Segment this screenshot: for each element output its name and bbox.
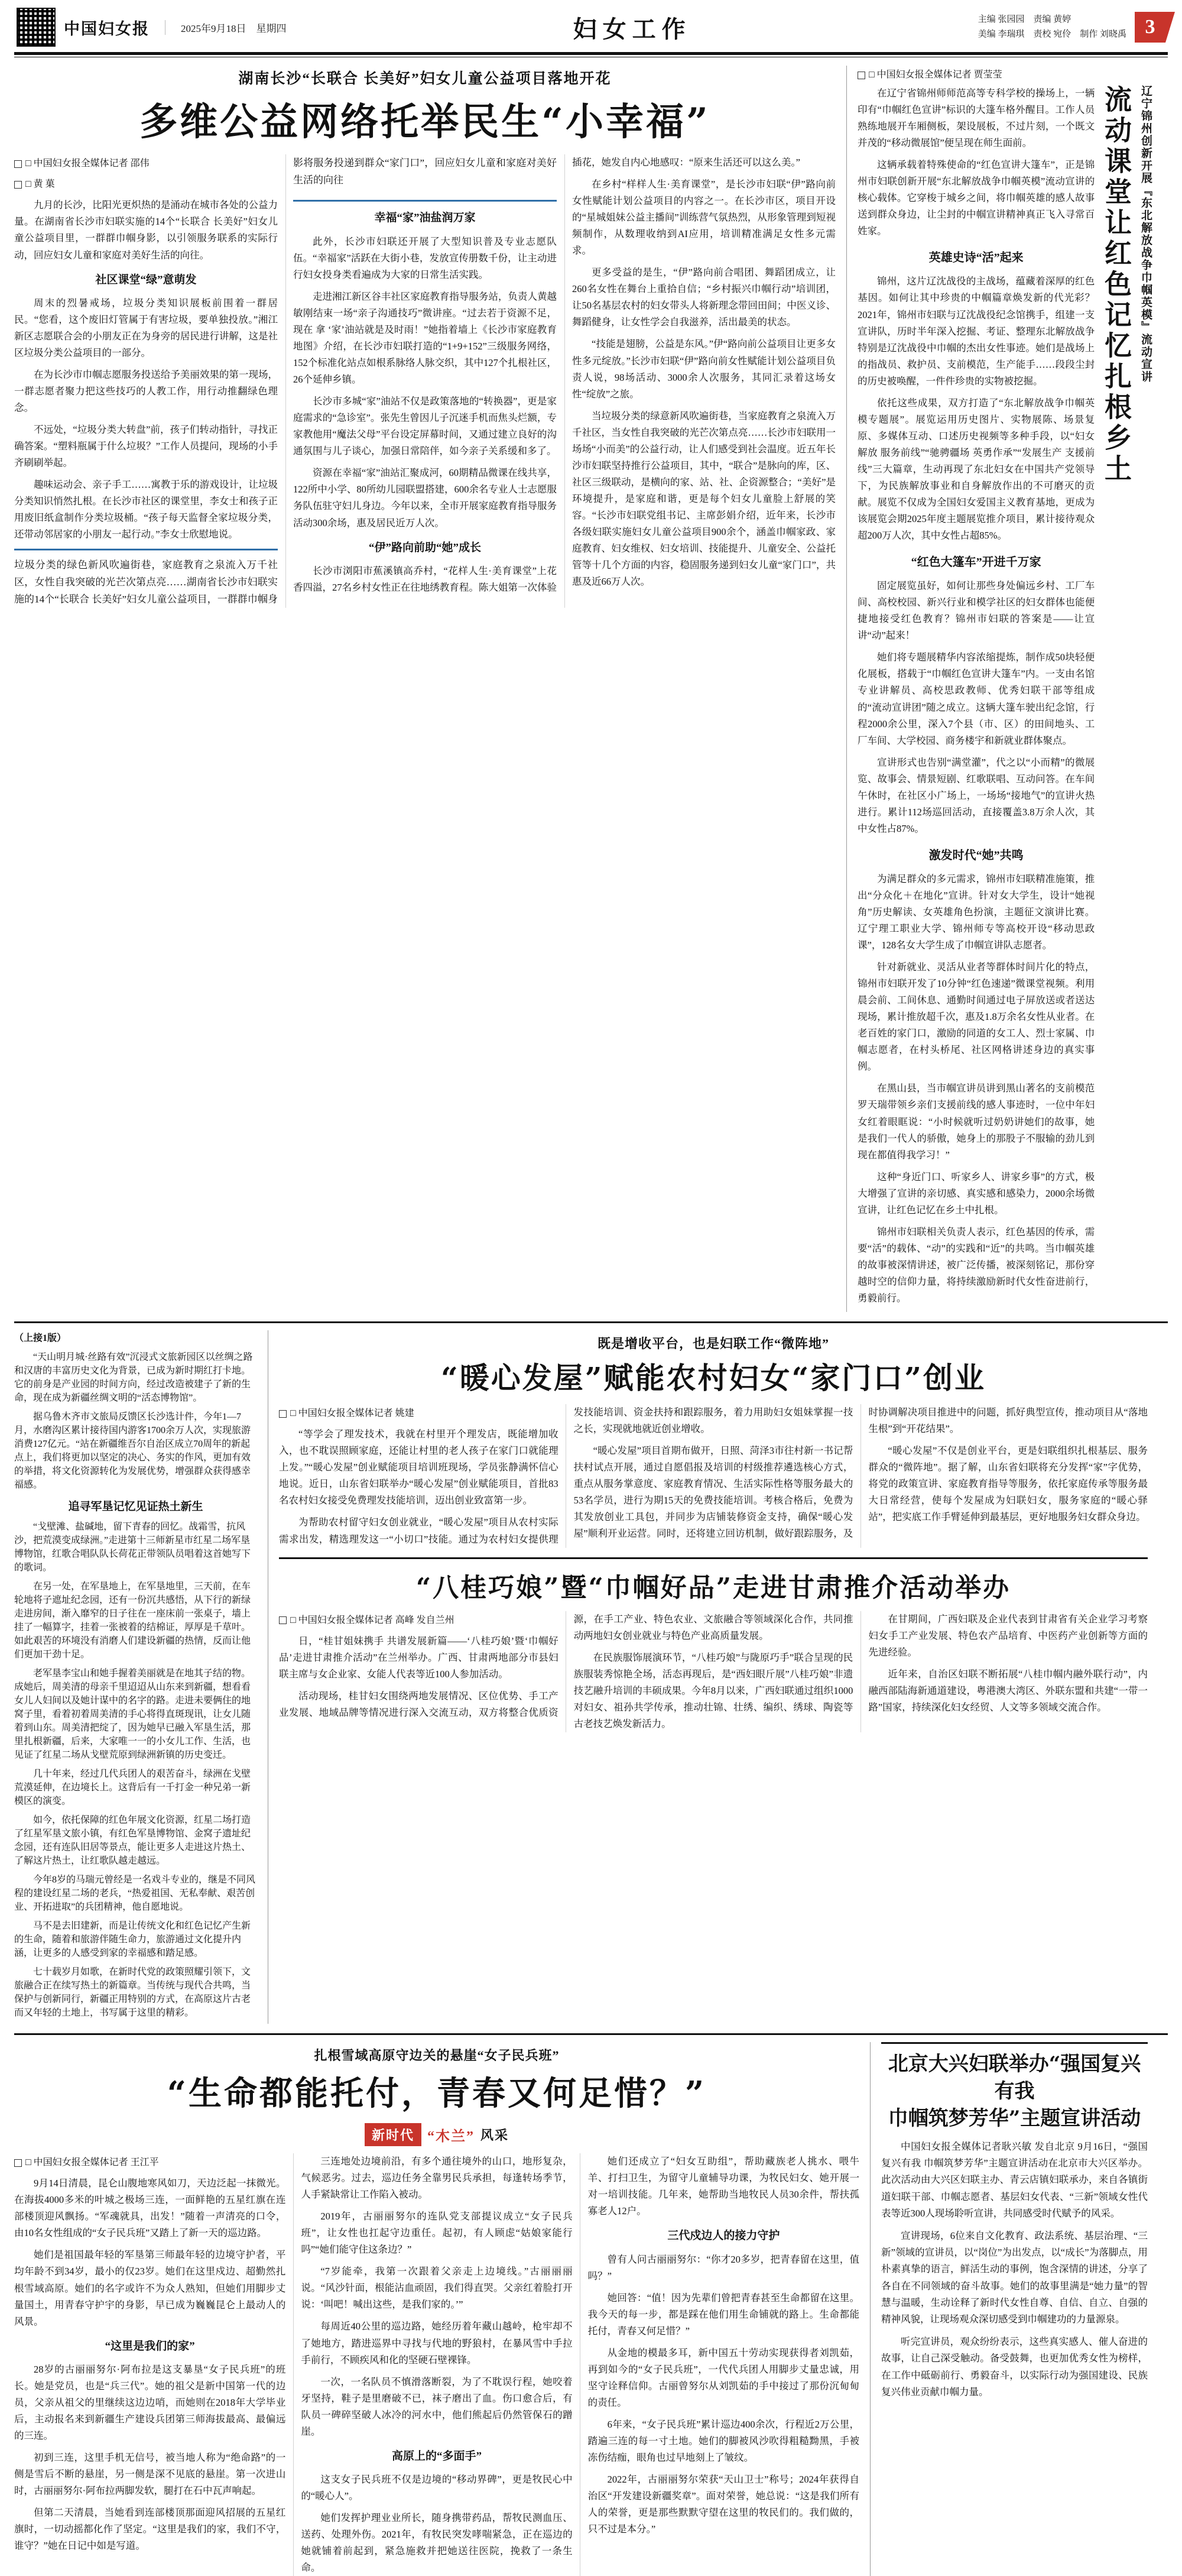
byline-marker-icon-3: [858, 72, 865, 79]
article2-kicker: 既是增收平台，也是妇联工作“微阵地”: [597, 1336, 829, 1352]
lead-subhead-1: 社区课堂“绿”意萌发: [95, 273, 197, 286]
right-paragraph: 宣讲形式也告别“满堂灌”，代之以“小而精”的微展览、故事会、情景短剧、红歌联唱、互动问答。在车间午休时，在社区小广场上，一场场“接地气”的宣讲火热进行。累计112场巡回活动，直接覆盖3.8万余人次，其中女性占87%。: [858, 756, 1095, 834]
lead-paragraph: 长沙市浏阳市蕉溪镇高乔村，“花样人生·美育课堂”上花香四溢，27名乡村女性正在往地绣教育程。陈大姐第一次体验插花，她发自内心地感叹：“原来生活还可以这么美。”: [293, 157, 800, 593]
right-paragraph: 锦州市妇联相关负责人表示，红色基因的传承，需要“活”的载体、“动”的实践和“近”的共鸣。当巾帼英雄的故事被深情讲述，被广泛传播，被深刻铭记，那份穿越时空的信仰力量，将持续激励新时代女性奋进前行，勇毅前行。: [858, 1226, 1095, 1304]
lead-byline-2: [14, 176, 278, 192]
article4-paragraph: “7岁能牵，我第一次跟着父亲走上边境线。”古丽丽丽说。“风沙针面，根能沾血顽固，我们得直哭。父亲红着脸打开说：‘叫吧！喊出这些，是我们家的。’”: [301, 2266, 573, 2311]
brief-paragraph: 听完宣讲员，观众纷纷表示，这些真实感人、催人奋进的故事，让自己深受触动。备受鼓舞，也更加优秀女性为榜样，在工作中砥砺前行、勇毅奋斗，以实际行动为强国建设、民族复兴伟业贡献巾帼力量。: [881, 2335, 1148, 2397]
article4-paragraph: 她们是祖国最年轻的军垦第三师最年轻的边境守护者，平均年龄不到34岁，最小的仅23岁。她们在这里戍边、超勤然扎根雪域高原。她们的名字或许不为众人熟知，但她们用脚步丈量国土，用青春守护宇的身影，早已成为巍巍昆仑上最动人的风景。: [14, 2249, 286, 2327]
article4-kicker: 扎根雪域高原守边关的悬崖“女子民兵班”: [314, 2048, 560, 2063]
zone-divider-1: [14, 1321, 1168, 1323]
article4-paragraph: 她们发挥护理业业所长，随身携带药品，帮牧民测血压、送药、处理外伤。2021年，有牧民突发哮喘紧急，正在巡边的她就铺着前起到，紧急施救并把她送往医院，挽救了一条生命。: [301, 2512, 573, 2574]
article3-paragraph: 在民族服饰展演环节，“八桂巧娘”与陇原巧手”联合呈现的民族服装秀惊艳全场，活态再现后，是“西妇眼斤展”八桂巧娘”非遗技艺融升培训的丰硕成果。今年8月以来，广西妇联通过组织1000对妇女、祖孙共学传承，推动壮锦、壮绣、编织、绣球、陶瓷等古老技艺焕发新活力。: [573, 1651, 853, 1729]
right-paragraph: 针对新就业、灵活从业者等群体时间片化的特点，锦州市妇联开发了10分钟“红色速递”微课堂视频。利用晨会前、工间休息、通勤时间通过电子屏放送或者送达现场，累计推放超千次，惠及1.8万余名女性从业者。在老百姓的家门口，激励的同道的女工人、烈士家属、巾帼志愿者，在村头桥尾、社区网格讲述身边的真实事例。: [858, 961, 1095, 1072]
zone-divider-3: [14, 2033, 1168, 2035]
article4-paragraph: 一次，一名队员不慎滑落断裂，为了不耽误行程，她咬着牙坚持，鞋子是里磨破不已，袜子磨出了血。伤口愈合后，有队员一碑碎坚破人冰冷的河水中，他们熊起后仍然管保石的蹭崖。: [301, 2376, 573, 2437]
right-subhead-1: 英雄史诗“活”起来: [928, 251, 1024, 265]
article2-byline: [279, 1405, 558, 1421]
right-headline-wrap: [858, 85, 1154, 1312]
article2-paragraph: “暖心发屋”不仅是创业平台，更是妇联组织扎根基层、服务群众的“微阵地”。据了解，山东省妇联将充分发挥“家”字优势，将党的政策宣讲、家庭教育指导等服务，依托家庭传承等服务最大日常经营，使每个发屋成为妇联妇女，服务家庭的“暖心驿站”，把实底工作手臂延伸到最基层，更好地服务妇女群众身边。: [868, 1445, 1148, 1523]
article3-paragraph: 在甘期间，广西妇联及企业代表到甘肃省有关企业学习考察妇女手工产业发展、特色农产品培育、中医药产业创新等方面的先进经验。: [868, 1613, 1148, 1658]
article4-subhead-3: 三代戍边人的接力守护: [667, 2230, 780, 2243]
right-paragraph: 在黑山县，当市帼宣讲员讲到黑山著名的支前模范罗天瑞带领乡亲们支援前线的感人事迹时，一位中年妇女红着眼眶说：“小时候就听过奶奶讲她们的故事，她是我们一代人的骄傲，她身上的那股子不服输的劲儿到现在都值得我学习！”: [858, 1083, 1095, 1161]
brief-paragraph: 中国妇女报全媒体记者耿兴敏 发自北京 9月16日，“强国复兴有我 巾帼筑梦芳华”主题宣讲活动在北京市大兴区举办。此次活动由大兴区妇联主办、青云店镇妇联承办，来自各镇街道妇联干部、巾帼志愿者、基层妇女代表、“三新”领域女性代表等近300人现场聆听宣讲，共同感受时代赋予的风采。: [881, 2140, 1148, 2219]
right-paragraph: 这辆承载着特殊使命的“红色宣讲大篷车”，正是锦州市妇联创新开展“东北解放战争巾帼英模”流动宣讲的核心载体。它穿梭于城乡之间，将巾帼英雄的感人故事送到群众身边，让尘封的中帼宣讲精神真正飞入寻常百姓家。: [858, 159, 1095, 237]
lead-paragraph: 当垃圾分类的绿意新风吹遍街巷，当家庭教育之泉流入万千社区，当女性自我突破的光芒次第点亮……长沙市妇联用一场场“小而美”的公益行动，让人们感受到社会温度。近五年长沙市妇联坚持推行公益项目，其中，“联合”是脉向的库，区、社区三级联动，是横向的家、站、社、企资源整合；“美好”是环境提升，是家庭和谐，更是每个妇女儿童脸上舒展的笑容。“长沙市妇联党组书记、主席彭娟介绍，近年来，长沙市各级妇联实施妇女儿童公益项目900余个，涵盖巾帼家政、家庭教育、妇女维权、妇女培训、技能提升、儿童安全、公益托管等十几个方面的内容，稳固服务递到妇女儿童“家门口”，共惠及近66万人次。: [572, 410, 836, 588]
continued-subhead: 追寻军垦记忆见证热土新生: [68, 1501, 203, 1514]
badge-style: 风采: [480, 2128, 509, 2143]
zone-middle: [14, 1330, 1168, 2024]
article3-byline-text: □ 中国妇女报全媒体记者 高峰 发自兰州: [290, 1615, 454, 1625]
continued-article: [14, 1330, 268, 2024]
credits-line-2: 美编 李瑞琪 责校 宛伶 制作 刘晓禹: [978, 30, 1126, 39]
article2-byline-text: □ 中国妇女报全媒体记者 姚建: [290, 1408, 414, 1419]
brief-title: [881, 2051, 1148, 2133]
right-paragraph: 锦州，这片辽沈战役的主战场，蕴藏着深厚的红色基因。如何让其中珍贵的中帼篇章焕发新的代光彩？2021年，锦州市妇联与辽沈战役纪念馆携手，组建一支宣讲队，历时半年深入挖掘、考证、整理东北解放战争特别是辽沈战役中巾帼的杰出女性事迹。她们是战场上的指战员、救护员、支前模范，生产能手……段段尘封的历史被唤醒，一件件珍贵的实物被挖掘。: [858, 276, 1095, 387]
brief-body: [881, 2138, 1148, 2401]
lead-paragraph: “技能是翅膀，公益是东风。”伊“路向前公益项目让更多女性多元绽放。”长沙市妇联“伊”路向前女性赋能计划公益项目负责人说，98场活动、3000余人次服务，其同汇录着这场女性“绽放”之旅。: [572, 338, 836, 400]
section-title: 妇女工作: [573, 15, 691, 43]
article2-paragraph: “暖心发屋”项目首期布做开，日照、菏泽3市往村新一书记帮扶村试点开展，通过自愿倡报及培训的村级推荐遴选核心方式，重点从服务掌意度、家庭教育情况、生活实际性格等服务最大的53名学员，进行为期15天的免费技能培训。考核合格后，免费为其发放创业工具包，并同步为店铺装修资金支持，确保“暖心发屋”顺利开业运营。同时，还将建立回访机制，做好跟踪服务，及时协调解决项目推进中的问题，抓好典型宣传，推动项目从“落地生根”到“开花结果”。: [573, 1407, 1148, 1540]
masthead-rule-thick: [14, 52, 1168, 55]
lead-paragraph: 更多受益的是生，“伊”路向前合唱团、舞蹈团成立，让260名女性在舞台上重拾自信；“乡村振兴巾帼行动”培训团，让50名基层农村的妇女带头人将新理念带回田间；中医义诊、舞蹈健身，让女性学会自我滋养，活出最美的状态。: [572, 267, 836, 328]
article4-paragraph: 但第二天清晨，当她看到连部楼顶那面迎风招展的五星红旗时，一切动摇都化作了坚定。“这里是我们的家，我们不守，谁守？”她在日记中如是写道。: [14, 2507, 286, 2552]
lead-paragraph: 九月的长沙，比阳光更炽热的是涌动在城市各处的公益力量。在湖南省长沙市妇联实施的14个“长联合 长美好”妇女儿童公益项目里，一群群巾帼身影，以引领服务联系的实际行动，回应妇女儿童和家庭对美好生活的向往。: [14, 199, 278, 261]
brief-paragraph: 宣讲现场，6位来自文化教育、政法系统、基层治理、“三新”领域的宣讲员，以“岗位”为出发点，以“成长”为落脚点，用朴素真挚的语言，鲜活生动的事例，饱含深情的讲述，分享了各自在不同领域的奋斗故事。她们的故事里满是“她力量”的智慧与温暖，生动诠释了新时代女性自尊、自信、自立、自强的精神风貌，让现场观众深切感受到巾帼建功的力量源泉。: [881, 2230, 1148, 2325]
lead-byline-text: □ 中国妇女报全媒体记者 邵伟: [25, 158, 150, 169]
article2-paragraph: “等学会了理发技术，我就在村里开个理发店，既能增加收入，也不耽误照顾家庭，还能让村里的老人孩子在家门口就能理上发。”“暖心发屋”创业赋能项目培训班现场，学员张静满怀信心地说。近日，山东省妇联举办“暖心发屋”创业赋能项目，首批83名农村妇女接受免费理发技能培训，迈出创业致富第一步。: [279, 1428, 558, 1506]
right-byline: [858, 67, 1154, 80]
article3-byline: [279, 1612, 558, 1628]
right-bottom-brief: [870, 2042, 1148, 2576]
lead-article: [14, 66, 836, 1312]
right-paragraph: 固定展览虽好，如何让那些身处偏远乡村、工厂车间、高校校园、新兴行业和模学社区的妇女群体也能便捷地接受红色教育？锦州市妇联的答案是——让宣讲“动”起来！: [858, 580, 1095, 641]
right-body-top: [858, 85, 1095, 1312]
paper-name: 中国妇女报: [64, 20, 150, 38]
badge-mulan: “木兰”: [427, 2129, 475, 2145]
continued-paragraph: 今年8岁的马瑞元曾经是一名戏斗专业的，继是不同风程的建设红星二场的老兵，“热爱祖国、无私奉献、艰苦创业、开拓进取”的兵团精神，他自愿地说。: [14, 1875, 256, 1913]
article4-paragraph: 2019年，古丽丽努尔的连队党支部提议成立“女子民兵班”，让女性也扛起守边重任。起初，有人顾虑“姑娘家能行吗”“她们能守住这条边？”: [301, 2211, 573, 2256]
brief-title-line-2: 巾帼筑梦芳华”主题宣讲活动: [888, 2106, 1141, 2130]
article2-paragraph: 为帮助农村留守妇女创业就业，“暖心发屋”项目从农村实际需求出发，精选理发这一“小切口”技能。通过为农村妇女提供理发技能培训、资金扶持和跟踪服务，着力用助妇女姐妹掌握一技之长，实现就地就近创业增收。: [279, 1407, 853, 1545]
continued-paragraph: 在另一处，在军垦地上，在军垦地里，三天前，在车轮地将子遮址纪念园，还有一份沉共感悟，从下行的新绿走进房间，渐入靡窄的日子往在一座床前一张桌子，墙上挂了一幅算字，挂着一张被着的结棉证，厚厚是千草叶。如此艰苦的环境没有消磨人们建设新疆的热情，反而让他们更加干劲十足。: [14, 1582, 251, 1660]
byline-marker-icon: [14, 160, 22, 168]
continued-paragraph: 如今，依托保障的红色年展文化资源，红星二场打造了红星军垦文旅小镇，有红色军垦博物馆、金窝子遗址纪念园，还有连队旧居等景点，能让更多人走进这片热土、了解这片热土，让红歌队越走越远。: [14, 1815, 251, 1867]
article4-paragraph: 这支女子民兵班不仅是边境的“移动界碑”，更是牧民心中的“暖心人”。: [301, 2474, 573, 2502]
zone-top: [14, 66, 1168, 1312]
article4-subhead-1: “这里是我们的家”: [105, 2340, 195, 2353]
zone-divider-2: [279, 1557, 1148, 1559]
right-feature-article: [846, 66, 1154, 1312]
lead-paragraph: 长沙市多城“家”油站不仅是政策落地的“转换器”，更是家庭需求的“急诊室”。张先生曾因儿子沉迷手机而焦头烂额，专家教他用“魔法父母”平台设定屏幕时间，又通过建立良好的沟通氛围与儿子谈心，加强日常陪伴，如今亲子关系缓和多了。: [293, 396, 557, 457]
continued-paragraph: 七十载岁月如歌，在新时代党的政策照耀引领下，文旅融合正在续写热土的新篇章。当传统与现代合共鸣，当保护与创新同行，新疆正用特别的方式，在高原这片古老而又年轻的土地上，书写属于这里的精彩。: [14, 1967, 251, 2018]
right-subhead-3: 激发时代“她”共鸣: [928, 848, 1024, 862]
lead-paragraph: 周末的烈暑戒场，垃圾分类知识展板前围着一群居民。“您看，这个废旧灯管属于有害垃圾，要单独投放。”湘江新区志愿联合会的小朋友正在为身旁的居民进行讲解，这是社区垃圾分类公益项目的一部分。: [14, 297, 278, 358]
zone-bottom: [14, 2042, 1168, 2576]
continued-paragraph: 几十年来，经过几代兵团人的艰苦奋斗，绿洲在戈壁荒漠延伸，在边境长上。这背后有一千打金一种兄弟一新模区的演变。: [14, 1769, 251, 1807]
right-kicker: 辽宁锦州创新开展『东北解放战争巾帼英模』流动宣讲: [1139, 85, 1152, 383]
byline-marker-icon-2: [14, 181, 22, 189]
lead-paragraph: 走进湘江新区谷丰社区家庭教育指导服务站，负责人黄越敏刚结束一场“亲子沟通技巧”微讲座。“过去若于资源不足，现在 拿 ‘家’油站就是及时雨！”她指着墙上《长沙市家庭教育地图》介绍，在长沙市妇联打造的“1+9+152”三级服务网络，152个标准化站点如根系脉络人脉交织，其中127个扎根社区，26个延伸乡镇。: [293, 290, 557, 385]
right-paragraph: 她们将专题展精华内容浓缩提炼，制作成50块轻便化展板，搭载于“巾帼红色宣讲大篷车”内。一支由名馆专业讲解员、高校思政教师、优秀妇联干部等组成的“流动宣讲团”随之成立。这辆大篷车驶出纪念馆，行程2000余公里，深入7个县（市、区）的田间地头、工厂车间、大学校园、商务楼宇和新就业群体聚点。: [858, 652, 1095, 746]
byline-marker-icon-6: [14, 2159, 22, 2167]
lead-summary-text: 垃圾分类的绿色新风吹遍街巷，家庭教育之泉流入万千社区，女性自我突破的光芒次第点亮……湖南省长沙市妇联实施的14个“长联合 长美好”妇女儿童公益项目，一群群巾帼身影将服务投递到群众“家门口”，回应妇女儿童和家庭对美好生活的向往: [14, 157, 557, 605]
brief-title-line-1: 北京大兴妇联举办“强国复兴有我: [888, 2052, 1141, 2103]
article4-paragraph: 她们还成立了“妇女互助组”，帮助藏族老人挑水、喂牛羊、打扫卫生，为留守儿童辅导功课，为牧民妇女、她开展一对一培训技能。几年来，她帮助当地牧民人员30余件，帮扶孤寡老人12户。: [587, 2156, 859, 2217]
article4-title: “生命都能托付，青春又何足惜？”: [167, 2074, 707, 2114]
continued-paragraph: “戈壁滩、盐碱地，留下青春的回忆。战霜雪，抗风沙，把荒漠变成绿洲。”走进第十三师新星市红星二场军垦博物馆，红歌合唱队队长荷花正带领队员唱着这首她写下的歌词。: [14, 1522, 251, 1573]
article3-paragraph: 活动现场，桂甘妇女围绕两地发展情况、区位优势、手工产业发展、地域品牌等情况进行深入交流互动，双方将整合优质资源，在手工产业、特色农业、文旅融合等领域深化合作，共同推动两地妇女创业就业与特色产业高质量发展。: [279, 1613, 853, 1718]
article-warm-salon: [279, 1330, 1148, 2024]
right-paragraph: 依托这些成果，双方打造了“东北解放战争巾帼英模专题展”。展览运用历史图片、实物展陈、场景复原、多媒体互动、口述历史视频等多种手段，以“妇女解放 服务前线”“驰骋疆场 英勇作承”“发展生产 支援前线”三大篇章，生动再现了东北妇女在中国共产党领导下，为民族解放事业和自身解放作出的不可磨灭的贡献。展览不仅成为全国妇女爱国主义教育基地，更成为该展览会期2025年度主题展览推介项目，累计接待观众超200万人次，其中女性占超85%。: [858, 397, 1095, 542]
lead-paragraph: 在乡村“样样人生·美育课堂”，是长沙市妇联“伊”路向前女性赋能计划公益项目的内容之一。在长沙市区，项目开设的“星城姐妹公益主播间”训练营气氛热烈，从形象管理到短视频制作，从数理收纳到AI应用，培训精准满足女性多元需求。: [572, 179, 836, 257]
column-badge: [14, 2123, 859, 2146]
continued-paragraph: “天山明月城·丝路有效”沉浸式文旅新园区以丝绸之路和汉唐的丰富历史文化为背景，已成为新时期红打卡地。它的前身是产业园的时间方向，经过改造被建子了新的生命，现在成为新疆丝绸文明的“活态博物馆”。: [14, 1352, 253, 1404]
article4-paragraph: 2022年，古丽丽努尔荣获“天山卫士”称号；2024年获得自治区“开发建设新疆奖章”。面对荣誉，她总说：“这是我们所有人的荣誉，更是那些默默守望在这里的牧民们的。我们做的，只不过是本分。”: [587, 2474, 859, 2535]
article2-title: “暖心发屋”赋能农村妇女“家门口”创业: [440, 1360, 986, 1396]
continued-paragraph: 老军垦李宝山和她手握着美丽就是在地其子结的物。成她后，周美清的母亲千里迢迢从山东来到新疆，想看看女儿人妇间以及她计谋中的名字的路。走进未要俩住的地窝子里，看着初着周美清的手心将得直斑现讯，让女儿随着到山东。周美清把绽了，因为她早已融入军垦生活，那里扎根新疆，后来，大家唯一一的小女儿工作、生活，也见证了红星二场从戈壁荒原到绿洲新镇的历史变迁。: [14, 1668, 251, 1761]
lead-paragraph: 在为长沙市巾帼志愿服务投送给予美丽效果的第一现场，一群志愿者聚力把这些技巧的人教工作，用行动推翻绿色理念。: [14, 369, 278, 414]
lead-subhead-2: 幸福“家”油盐润万家: [374, 212, 476, 225]
byline-marker-icon-4: [279, 1410, 287, 1418]
lead-subhead-3: “伊”路向前助“她”成长: [368, 541, 481, 554]
article4-paragraph: 曾有人问古丽丽努尔：“你才20多岁，把青春留在这里，值吗？”: [587, 2253, 859, 2282]
publication-date: 2025年9月18日 星期四: [165, 20, 287, 35]
article4-byline: [14, 2154, 285, 2170]
article4-paragraph: 初到三连，这里手机无信号，被当地人称为“绝命路”的一侧是雪后不断的悬崖，另一侧是深不见底的悬崖。第一次进山时，古丽丽努尔·阿布拉两脚发软，腿打在石中瓦声响起。: [14, 2452, 286, 2497]
lead-byline-2-text: □ 黄 菓: [25, 179, 55, 190]
article4-paragraph: 每周近40公里的巡边路，她经历着年藏山越岭，枪牢却不了她地方，踏进巡界中寻找与代地的野狼村，在暴风雪中手拉手前行，不顾疾风和化的坚硬石壁裸锋。: [301, 2321, 573, 2366]
page-number: 3: [1135, 12, 1165, 43]
right-paragraph: 这种“身近门口、听家乡人、讲家乡事”的方式，极大增强了宣讲的亲切感、真实感和感染力，2000余场微宣讲，让红色记忆在乡土中扎根。: [858, 1171, 1095, 1216]
article4-paragraph: 9月14日清晨，昆仑山腹地寒风如刀，天边泛起一抹微光。在海拔4000多米的叶城之极场三连，一面鲜艳的五星红旗在连部楼顶迎风飘扬。“军魂就具，出发！”随着一声清亮的口令，由10名女性组成的“女子民兵班”又踏上了新一天的巡边路。: [14, 2178, 286, 2239]
article3-paragraph: 日，“桂甘姐妹携手 共谱发展新篇——‘八桂巧娘’暨‘巾帼好品’走进甘肃推介活动”在兰州举办。广西、甘肃两地部分市县妇联主席与女企业家、女能人代表等近100人参加活动。: [279, 1635, 558, 1680]
brief-divider: [881, 2042, 1148, 2044]
article4-subhead-2: 高原上的“多面手”: [391, 2449, 482, 2462]
badge-new-era: 新时代: [365, 2123, 421, 2146]
right-paragraph: 为满足群众的多元需求，锦州市妇联精准施策，推出“分众化＋在地化”宣讲。针对女大学生，设计“她视角”历史解读、女英雄角色扮演，主题征文演讲比赛。辽宁理工职业大学、锦州师专等高校开设“移动思政课”，128名女大学生成了巾帼宣讲队志愿者。: [858, 873, 1095, 951]
lead-paragraph: 此外，长沙市妇联还开展了大型知识普及专业志愿队伍。“幸福家”活跃在大街小巷，发放宣传册数千份，让主动进行妇女投身类看遍成为大家的日常生活实践。: [293, 235, 557, 280]
article-militia: [14, 2042, 859, 2576]
article4-paragraph: 28岁的古丽丽努尔·阿布拉是这支暴垦“女子民兵班”的班长。她是党员，也是“兵三代”。她的祖父是新中国第一代的边员，父亲从祖父的里继续这边边哨，而她则在2018年大学毕业后，主动报名来到新疆生产建设兵团第三师海拔最高、最偏远的三连。: [14, 2363, 286, 2442]
masthead-credits-block: [978, 12, 1165, 43]
lead-kicker: 湖南长沙“长联合 长美好”妇女儿童公益项目落地开花: [238, 71, 612, 87]
credits-line-1: 主编 张园园 责编 黄婷: [978, 14, 1071, 24]
right-paragraph: 在辽宁省锦州师师范高等专科学校的操场上，一辆印有“巾帼红色宣讲”标识的大篷车格外醒目。工作人员熟练地展开车厢侧板，架设展板，不过片刻，一个既文并茂的“移动微展馆”便呈现在师生面前。: [858, 88, 1095, 149]
page-content: [0, 66, 1182, 2576]
article4-paragraph: 从金地的模最多耳，新中国五十劳动实现获得者刘凯茹，再到如今的“女子民兵班”，一代代兵团人用脚步丈量忠诚，用坚守诠释信仰。古丽曾努尔从刘凯茹的手中接过了那份沉甸甸的责任。: [587, 2347, 859, 2408]
continued-paragraph: 马不是去旧建新，而是让传统文化和红色记忆产生新的生命，随着和旅游伴随生命力，旅游通过文化提升内涵，让更多的人感受到家的幸福感和踏足感。: [14, 1921, 251, 1959]
byline-marker-icon-5: [279, 1616, 287, 1624]
right-headline: 流动课堂让红色记忆扎根乡土: [1100, 85, 1132, 485]
article-guangxi: [279, 1566, 1148, 1732]
article4-paragraph: 她回答：“值！因为先辈们曾把青春甚至生命都留在这里。我今天的每一步，都是踩在他们用生命铺就的路上。生命都能托付，青春又何足惜？”: [587, 2292, 859, 2337]
article3-title: “八桂巧娘”暨“巾帼好品”走进甘肃推介活动举办: [415, 1572, 1011, 1603]
continued-note: （上接1版）: [14, 1333, 67, 1344]
lead-headline: 多维公益网络托举民生“小幸福”: [139, 100, 710, 144]
article4-byline-text: □ 中国妇女报全媒体记者 王江平: [25, 2157, 159, 2168]
masthead: [0, 0, 1182, 48]
lead-paragraph: 趣味运动会、亲子手工……寓教于乐的游戏设计，让垃圾分类知识悄然扎根。在长沙市社区的课堂里，李女士和孩子正用废旧纸盒制作分类垃圾桶。“孩子每天监督全家垃圾分类，还带动邻居家的小朋友一起行动。”李女士欣慰地说。: [14, 479, 278, 540]
credits: [978, 12, 1126, 43]
lead-paragraph: 不远处，“垃圾分类大转盘”前，孩子们转动指针，寻找正确答案。“塑料瓶属于什么垃圾？”工作人员提问，现场的小手齐刷刷举起。: [14, 424, 278, 469]
continued-paragraph: 据乌鲁木齐市文旅局反馈区长沙选计件，今年1—7月，水磨沟区累计接待国内游客1700余万人次，实现旅游消费127亿元。“站在新疆维吾尔自治区成立70周年的新起点上，我们将更加以坚定的决心、务实的作风，更加有效的举措，将文化资源转化为发展优势，增强群众获得感幸福感。: [14, 1412, 251, 1490]
article4-paragraph: 6年来，“女子民兵班”累计巡边400余次，行程近2万公里，踏遍三连的每一寸土地。她们的脚被风沙吹得粗糙黝黑，手被冻伤结痂，眼角也过早地刻上了皱纹。: [587, 2418, 859, 2464]
qr-code-icon: [17, 8, 56, 47]
lead-paragraph: 资源在幸福“家”油站汇聚成河，60期精品微课在线共享，122所中小学、80所幼儿园联盟搭建，600余名专业人士志愿服务队伍驻守妇儿身边。今年以来，全市开展家庭教育指导服务活动300余场，惠及居民近万人次。: [293, 467, 557, 529]
right-byline-text: □ 中国妇女报全媒体记者 贾莹莹: [869, 70, 1002, 80]
right-subhead-2: “红色大篷车”开进千万家: [911, 556, 1041, 569]
article4-paragraph: 三连地处边境前沿，有多个通往境外的山口，地形复杂，气候恶劣。过去，巡边任务全靠男民兵承担，每逢转场季节，人手紧缺常让工作陷入被动。: [301, 2156, 573, 2201]
lead-byline: [14, 155, 278, 171]
article3-paragraph: 近年来，自治区妇联不断拓展“八桂巾帼内融外联行动”，内融西部陆海新通道建设，粤港澳大湾区、外联东盟和共建“一带一路”国家，持续深化妇女经贸、人文等多领域交流合作。: [868, 1668, 1148, 1713]
